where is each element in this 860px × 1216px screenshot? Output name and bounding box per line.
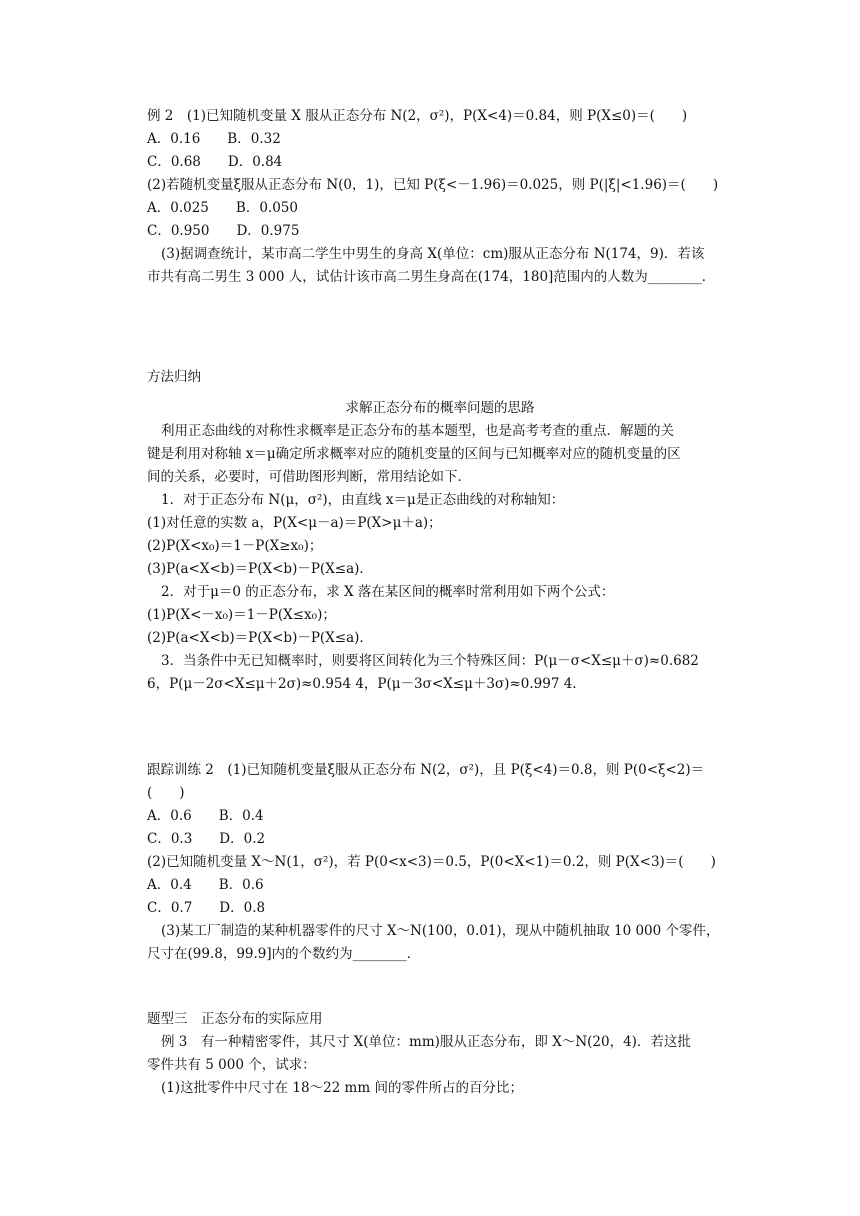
example2-q2-options-ab: A．0.025 B．0.050 — [147, 200, 298, 216]
method-item3-line1: 3．当条件中无已知概率时，则要将区间转化为三个特殊区间：P(μ－σ<X≤μ＋σ)≈0.682 — [161, 653, 699, 669]
practice2-question2: (2)已知随机变量 X～N(1，σ²)，若 P(0<x<3)＝0.5，P(0<X<1)＝0.2，则 P(X<3)＝( ) — [147, 854, 716, 870]
method-paragraph-line3: 间的关系，必要时，可借助图形判断，常用结论如下． — [147, 469, 471, 485]
example2-question3-line1: (3)据调查统计，某市高二学生中男生的身高 X(单位：cm)服从正态分布 N(174，9)．若该 — [161, 246, 705, 262]
practice2-q2-options-cd: C．0.7 D．0.8 — [147, 900, 266, 916]
practice2-question1-line2: ( ) — [147, 785, 185, 801]
method-item1-a: (1)对任意的实数 a，P(X<μ－a)＝P(X>μ＋a)； — [147, 515, 442, 531]
practice2-q2-options-ab: A．0.4 B．0.6 — [147, 877, 264, 893]
practice2-question1-line1: 跟踪训练 2 (1)已知随机变量ξ服从正态分布 N(2，σ²)，且 P(ξ<4)＝0.8，则 P(0<ξ<2)＝ — [147, 762, 705, 778]
practice2-question3-line2: 尺寸在(99.8，99.9]内的个数约为________． — [147, 946, 421, 962]
example2-question1: 例 2 (1)已知随机变量 X 服从正态分布 N(2，σ²)，P(X<4)＝0.84，则 P(X≤0)＝( ) — [147, 108, 688, 124]
method-item1-c: (3)P(a<X<b)＝P(X<b)－P(X≤a)． — [147, 561, 373, 577]
method-item1-b: (2)P(X<x₀)＝1－P(X≥x₀)； — [147, 538, 323, 554]
example3-line2: 零件共有 5 000 个，试求： — [147, 1057, 316, 1073]
practice2-q1-options-cd: C．0.3 D．0.2 — [147, 831, 266, 847]
example2-question3-line2: 市共有高二男生 3 000 人，试估计该市高二男生身高在(174，180]范围内的人数为________． — [147, 269, 716, 285]
method-paragraph-line2: 键是利用对称轴 x＝μ确定所求概率对应的随机变量的区间与已知概率对应的随机变量的区 — [147, 446, 681, 462]
example2-question2: (2)若随机变量ξ服从正态分布 N(0，1)，已知 P(ξ<－1.96)＝0.025，则 P(|ξ|<1.96)＝( ) — [147, 177, 719, 193]
method-item2-b: (2)P(a<X<b)＝P(X<b)－P(X≤a)． — [147, 630, 373, 646]
example2-q2-options-cd: C．0.950 D．0.975 — [147, 223, 300, 239]
method-item2-a: (1)P(X<－x₀)＝1－P(X≤x₀)； — [147, 607, 336, 623]
method-title: 求解正态分布的概率问题的思路 — [345, 400, 535, 416]
example3-question1: (1)这批零件中尺寸在 18～22 mm 间的零件所占的百分比； — [161, 1080, 523, 1096]
method-label: 方法归纳 — [147, 369, 201, 385]
method-item3-line2: 6，P(μ－2σ<X≤μ＋2σ)≈0.954 4，P(μ－3σ<X≤μ＋3σ)≈0.997 4. — [147, 676, 577, 692]
method-paragraph-line1: 利用正态曲线的对称性求概率是正态分布的基本题型，也是高考考查的重点．解题的关 — [161, 423, 674, 439]
section3-heading: 题型三 正态分布的实际应用 — [147, 1011, 323, 1027]
method-item1: 1．对于正态分布 N(μ，σ²)，由直线 x＝μ是正态曲线的对称轴知： — [161, 492, 565, 508]
example2-q1-options-ab: A．0.16 B．0.32 — [147, 131, 281, 147]
practice2-question3-line1: (3)某工厂制造的某种机器零件的尺寸 X～N(100，0.01)，现从中随机抽取 10 000 个零件， — [161, 923, 720, 939]
example3-line1: 例 3 有一种精密零件，其尺寸 X(单位：mm)服从正态分布，即 X～N(20，4)．若这批 — [161, 1034, 691, 1050]
method-item2: 2．对于μ＝0 的正态分布，求 X 落在某区间的概率时常利用如下两个公式： — [161, 584, 615, 600]
example2-q1-options-cd: C．0.68 D．0.84 — [147, 154, 283, 170]
practice2-q1-options-ab: A．0.6 B．0.4 — [147, 808, 264, 824]
